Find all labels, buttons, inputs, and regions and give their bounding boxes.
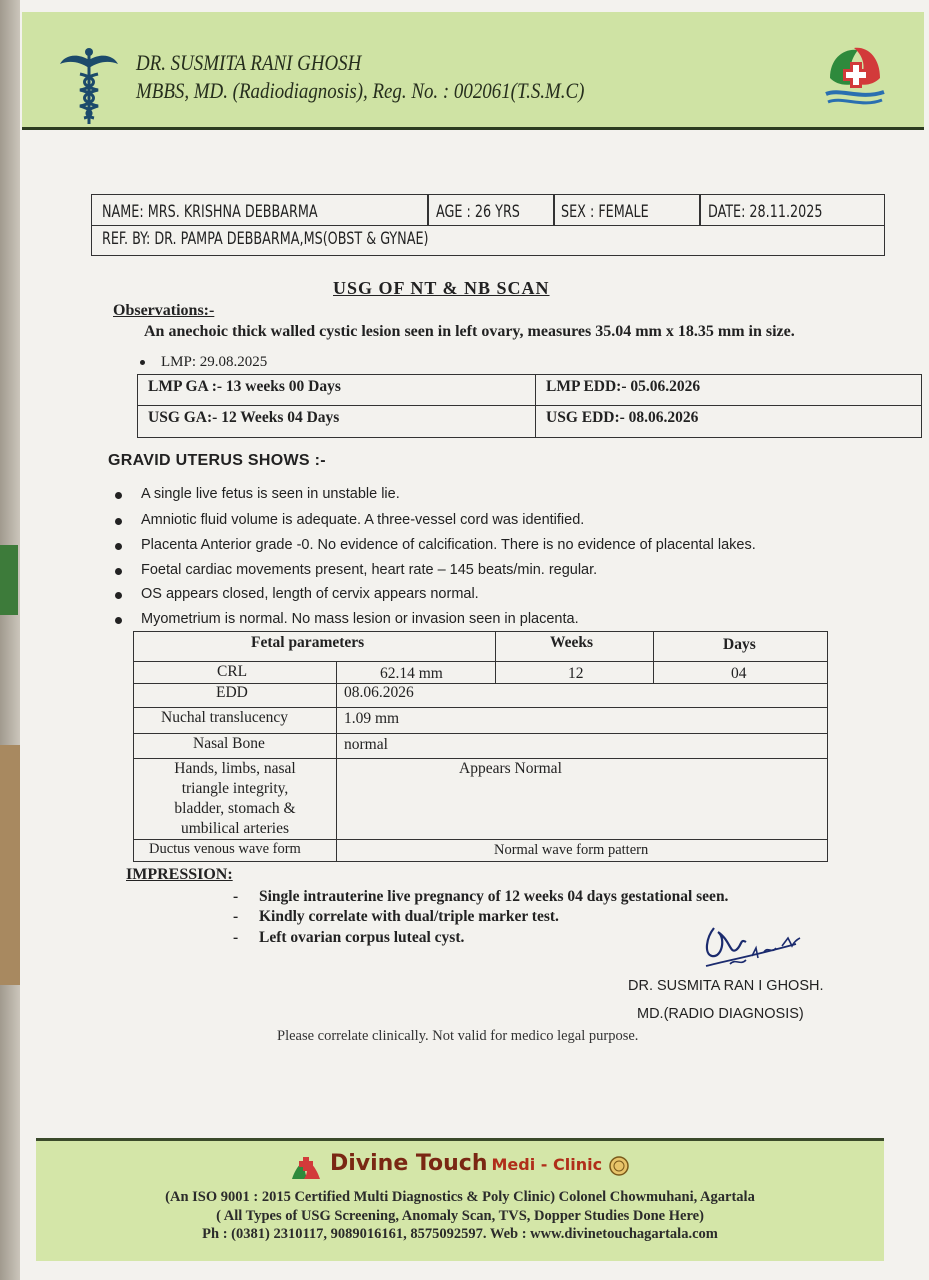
- clinic-footer: [36, 1138, 884, 1261]
- lmp-edd: LMP EDD:- 05.06.2026: [546, 378, 701, 395]
- hands-limbs-label: Hands, limbs, nasal triangle integrity, bladder, stomach & umbilical arteries: [174, 760, 296, 837]
- referred-by: REF. BY: DR. PAMPA DEBBARMA,MS(OBST & GYNAE): [102, 229, 429, 248]
- clinic-brand: Divine Touch Medi - Clinic: [330, 1151, 603, 1176]
- impression-item: - Kindly correlate with dual/triple marker test.: [233, 908, 559, 925]
- letterhead-header: [22, 12, 924, 130]
- ductus-venosus-value: Normal wave form pattern: [494, 842, 649, 858]
- hands-cross-logo-icon: [820, 38, 890, 110]
- impression-heading: IMPRESSION:: [126, 866, 233, 883]
- iso-seal-icon: [608, 1155, 630, 1177]
- gravid-uterus-heading: GRAVID UTERUS SHOWS :-: [108, 452, 326, 469]
- divine-touch-logo-icon: [290, 1153, 322, 1183]
- crl-weeks: 12: [568, 665, 584, 682]
- signatory-name: DR. SUSMITA RAN I GHOSH.: [628, 978, 824, 994]
- doctor-name: DR. SUSMITA RANI GHOSH: [136, 50, 362, 75]
- report-title: USG OF NT & NB SCAN: [333, 278, 550, 298]
- edd-value: 08.06.2026: [344, 684, 414, 701]
- caduceus-icon: [58, 46, 120, 126]
- crl-label: CRL: [217, 663, 248, 680]
- usg-edd: USG EDD:- 08.06.2026: [546, 409, 699, 426]
- usg-ga: USG GA:- 12 Weeks 04 Days: [148, 409, 340, 426]
- lmp-date: LMP: 29.08.2025: [140, 354, 267, 371]
- impression-item: - Left ovarian corpus luteal cyst.: [233, 929, 465, 946]
- patient-row: [92, 195, 884, 226]
- header-days: Days: [723, 636, 756, 653]
- report-date: DATE: 28.11.2025: [708, 202, 823, 221]
- impression-item: - Single intrauterine live pregnancy of 12 weeks 04 days gestational seen.: [233, 888, 729, 905]
- gestational-age-table: [137, 374, 922, 438]
- signatory-degree: MD.(RADIO DIAGNOSIS): [637, 1006, 804, 1022]
- doctor-signature: [700, 920, 805, 975]
- fetal-parameters-table: [133, 631, 828, 862]
- observations-label: Observations:-: [113, 302, 215, 319]
- crl-value: 62.14 mm: [380, 665, 443, 682]
- nasal-bone-value: normal: [344, 736, 388, 753]
- hands-limbs-value: Appears Normal: [459, 760, 562, 777]
- patient-age: AGE : 26 YRS: [436, 202, 520, 221]
- patient-name: NAME: MRS. KRISHNA DEBBARMA: [102, 202, 318, 221]
- nasal-bone-label: Nasal Bone: [193, 735, 265, 752]
- patient-details-box: [91, 194, 885, 256]
- background-table-edge: [0, 745, 20, 985]
- nt-label: Nuchal translucency: [161, 709, 288, 726]
- lmp-ga: LMP GA :- 13 weeks 00 Days: [148, 378, 341, 395]
- header-fetal-parameters: Fetal parameters: [251, 634, 365, 651]
- patient-sex: SEX : FEMALE: [561, 202, 649, 221]
- footer-address: (An ISO 9001 : 2015 Certified Multi Diagnostics & Poly Clinic) Colonel Chowmuhani, Agartala: [165, 1189, 755, 1205]
- doctor-qualifications: MBBS, MD. (Radiodiagnosis), Reg. No. : 002061(T.S.M.C): [136, 78, 585, 103]
- disclaimer-text: Please correlate clinically. Not valid for medico legal purpose.: [277, 1028, 639, 1044]
- background-green-object: [0, 545, 18, 615]
- footer-services: ( All Types of USG Screening, Anomaly Scan, TVS, Dopper Studies Done Here): [216, 1208, 704, 1224]
- background-edge: [0, 0, 22, 1280]
- footer-contact: Ph : (0381) 2310117, 9089016161, 8575092597. Web : www.divinetouchagartala.com: [202, 1226, 718, 1242]
- crl-days: 04: [731, 665, 747, 682]
- header-weeks: Weeks: [550, 634, 594, 651]
- nt-value: 1.09 mm: [344, 710, 400, 727]
- observation-text: An anechoic thick walled cystic lesion seen in left ovary, measures 35.04 mm x 18.35 mm in size.: [144, 323, 795, 340]
- ductus-venosus-label: Ductus venous wave form: [149, 841, 301, 857]
- edd-label: EDD: [216, 684, 248, 701]
